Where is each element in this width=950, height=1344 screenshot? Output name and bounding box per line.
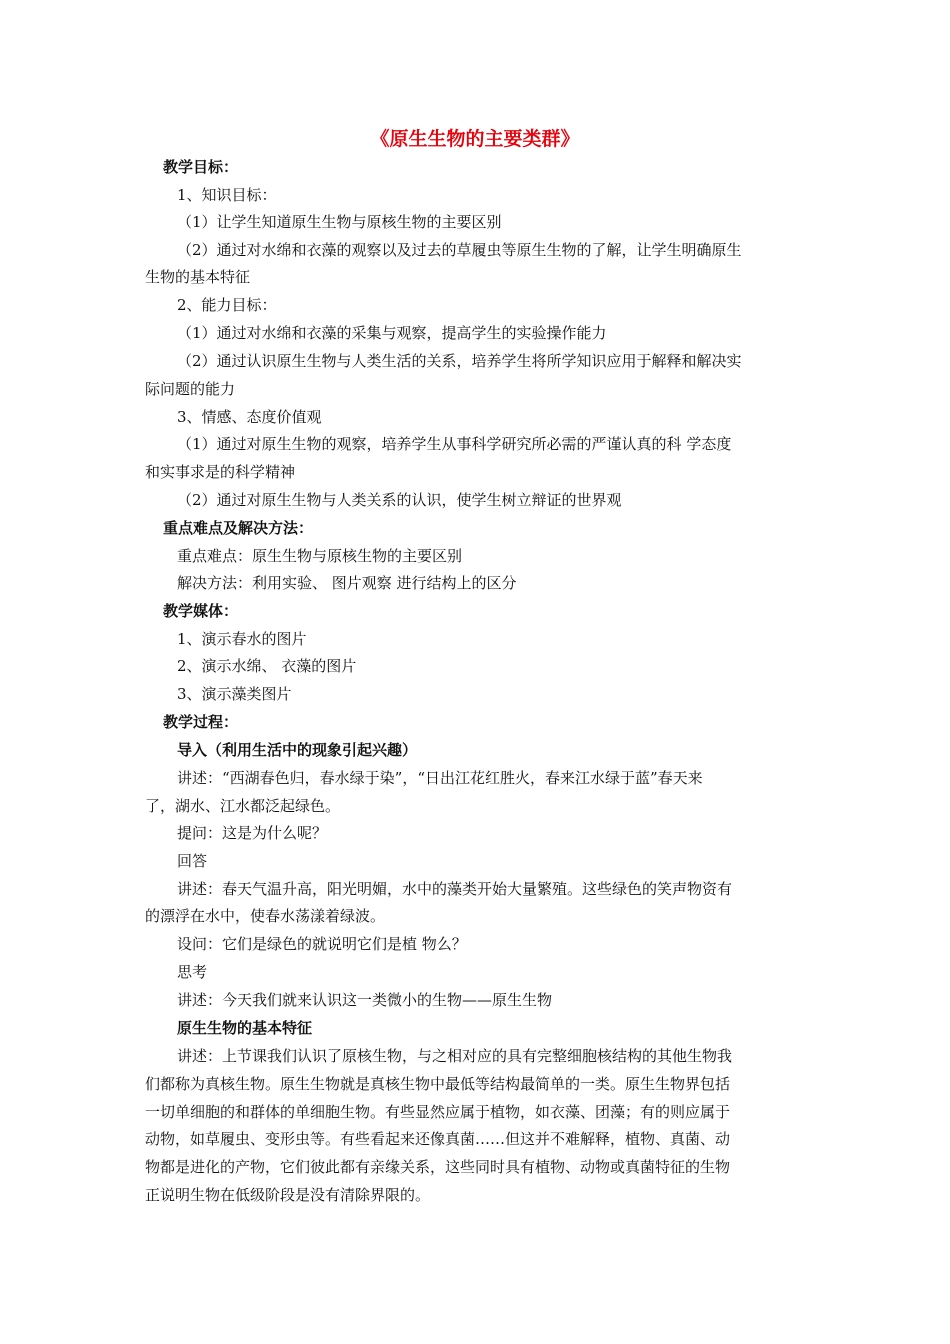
- paragraph-line: 解决方法：利用实验、 图片观察 进行结构上的区分: [177, 574, 517, 592]
- subheading-basic-features: 原生生物的基本特征: [177, 1019, 313, 1037]
- subheading-knowledge-goals: 1、知识目标：: [177, 186, 277, 204]
- paragraph-line: 设问：它们是绿色的就说明它们是植 物么？: [177, 935, 467, 953]
- paragraph-line: （2）通过对水绵和衣藻的观察以及过去的草履虫等原生生物的了解，让学生明确原生: [177, 241, 742, 259]
- paragraph-line: 了，湖水、江水都泛起绿色。: [145, 797, 341, 815]
- subheading-introduction: 导入（利用生活中的现象引起兴趣）: [177, 741, 418, 759]
- paragraph-line: 动物，如草履虫、变形虫等。有些看起来还像真菌……但这并不难解释，植物、真菌、动: [145, 1130, 731, 1148]
- paragraph-line: 一切单细胞的和群体的单细胞生物。有些显然应属于植物，如衣藻、团藻；有的则应属于: [145, 1103, 731, 1121]
- paragraph-line: 们都称为真核生物。原生生物就是真核生物中最低等结构最简单的一类。原生生物界包括: [145, 1075, 731, 1093]
- list-item: 1、演示春水的图片: [177, 630, 307, 648]
- paragraph-line: （1）通过对水绵和衣藻的采集与观察，提高学生的实验操作能力: [177, 324, 607, 342]
- paragraph-line: 重点难点：原生生物与原核生物的主要区别: [177, 547, 463, 565]
- paragraph-line: 讲述：“西湖春色归，春水绿于染”，“日出江花红胜火，春来江水绿于蓝”春天来: [177, 769, 703, 787]
- paragraph-line: 讲述：今天我们就来认识这一类微小的生物——原生生物: [177, 991, 553, 1009]
- document-title: 《原生生物的主要类群》: [370, 128, 580, 150]
- heading-teaching-process: 教学过程：: [163, 713, 239, 731]
- paragraph-line: 回答: [177, 852, 208, 870]
- paragraph-line: （1）通过对原生生物的观察，培养学生从事科学研究所必需的严谨认真的科 学态度: [177, 435, 732, 453]
- heading-key-points: 重点难点及解决方法：: [163, 519, 314, 537]
- paragraph-line: 和实事求是的科学精神: [145, 463, 296, 481]
- paragraph-line: 际问题的能力: [145, 380, 236, 398]
- paragraph-line: 物都是进化的产物，它们彼此都有亲缘关系，这些同时具有植物、动物或真菌特征的生物: [145, 1158, 731, 1176]
- paragraph-line: 讲述：上节课我们认识了原核生物，与之相对应的具有完整细胞核结构的其他生物我: [177, 1047, 733, 1065]
- heading-teaching-goals: 教学目标：: [163, 158, 239, 176]
- paragraph-line: 思考: [177, 963, 208, 981]
- paragraph-line: （2）通过认识原生生物与人类生活的关系，培养学生将所学知识应用于解释和解决实: [177, 352, 742, 370]
- paragraph-line: 生物的基本特征: [145, 268, 251, 286]
- list-item: 3、演示藻类图片: [177, 685, 292, 703]
- list-item: 2、演示水绵、 衣藻的图片: [177, 657, 357, 675]
- paragraph-line: 的漂浮在水中，使春水荡漾着绿波。: [145, 907, 386, 925]
- paragraph-line: 讲述：春天气温升高，阳光明媚，水中的藻类开始大量繁殖。这些绿色的笑声物资有: [177, 880, 733, 898]
- paragraph-line: 正说明生物在低级阶段是没有清除界限的。: [145, 1186, 431, 1204]
- paragraph-line: （2）通过对原生生物与人类关系的认识，使学生树立辩证的世界观: [177, 491, 622, 509]
- subheading-attitude-goals: 3、情感、态度价值观: [177, 408, 322, 426]
- subheading-ability-goals: 2、能力目标：: [177, 296, 277, 314]
- paragraph-line: （1）让学生知道原生生物与原核生物的主要区别: [177, 213, 502, 231]
- heading-teaching-media: 教学媒体：: [163, 602, 239, 620]
- paragraph-line: 提问：这是为什么呢？: [177, 824, 328, 842]
